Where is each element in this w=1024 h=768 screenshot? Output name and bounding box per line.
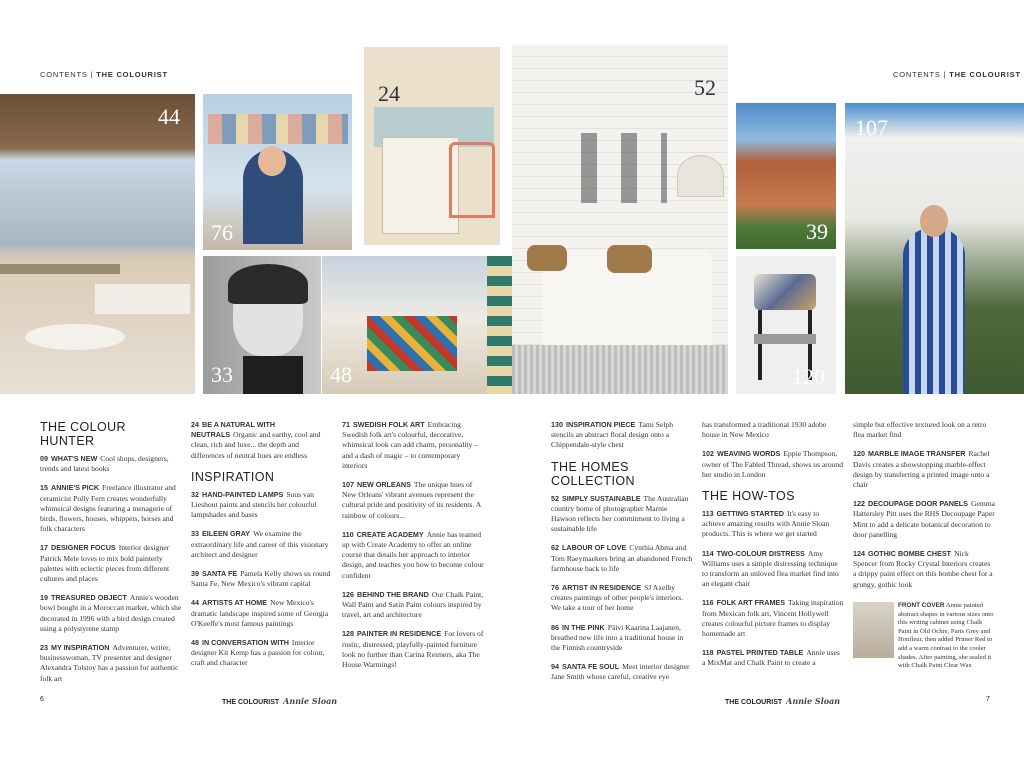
toc-entry[interactable]: 15 ANNIE'S PICK Freelance illustrator and ceramicist Polly Fern creates wonderfully whimsical designs featuring a menagerie of birds, flowers, houses, whippets, horses and folk characters — [40, 483, 176, 534]
page-number-label: 39 — [806, 219, 828, 244]
toc-entry[interactable]: 102 WEAVING WORDS Eppie Thompson, owner of The Fabled Thread, shows us around her studio in London — [702, 449, 844, 479]
toc-entry[interactable]: 62 LABOUR OF LOVE Cynthia Abma and Tom Raeymaekers bring an abandoned French farmhouse back to life — [551, 543, 693, 573]
photo-desert-bedroom[interactable] — [0, 94, 195, 394]
entry-continuation: has transformed a traditional 1930 adobe house in New Mexico — [702, 420, 827, 440]
toc-entry[interactable]: 114 TWO-COLOUR DISTRESS Amy Williams uses a simple distressing technique to transform an unloved flea market find into an elegant chair — [702, 548, 839, 589]
toc-column-2 — [191, 420, 333, 678]
toc-entry[interactable]: 39 SANTA FE Pamela Kelly shows us round Santa Fe, New Mexico's vibrant capital — [191, 569, 331, 589]
toc-entry[interactable]: 130 INSPIRATION PIECE Tami Selph stencils an abstract floral design onto a Chippendale-style chest — [551, 420, 674, 450]
toc-entry[interactable]: 17 DESIGNER FOCUS Interior designer Patrick Mele loves to mix bold painterly palettes with eclectic pieces from different cultures and places — [40, 543, 170, 584]
toc-column-5 — [702, 420, 844, 678]
right-page-number: 7 — [986, 696, 990, 703]
photo-kit-kemp-interior[interactable] — [322, 256, 512, 394]
toc-column-4 — [551, 420, 693, 692]
page-number-label: 24 — [378, 81, 400, 106]
section-heading: THE HOW-TOS — [702, 489, 795, 504]
toc-entry[interactable]: 33 EILEEN GRAY We examine the extraordinary life and career of this visionary architect and designer — [191, 529, 329, 559]
toc-entry[interactable]: 71 SWEDISH FOLK ART Embracing Swedish folk art's colourful, decorative, whimsical look can add charm, personality – and a dash of magic – to contemporary interiors — [342, 420, 479, 470]
toc-entry[interactable]: 24 BE A NATURAL WITH NEUTRALS Organic and earthy, cool and clean, rich and luxe... the depth and differences of neutral hues are endless — [191, 420, 321, 460]
toc-entry[interactable]: 118 PASTEL PRINTED TABLE Annie uses a MixMat and Chalk Paint to create a — [702, 648, 840, 668]
front-cover-caption: FRONT COVER Annie painted abstract shapes in various sizes onto this writing cabinet using Chalk Paint in Old Ochre, Paris Grey and Honfleur, then added Primer Red to add a warm contrast to the cooler shades. After painting, she sealed it with Chalk Paint Clear Wax — [898, 602, 994, 670]
toc-column-3 — [342, 420, 484, 679]
toc-entry[interactable]: 110 CREATE ACADEMY Annie has teamed up with Create Academy to offer an online course that details her approach to interior design, and teaches you how to become colour confident — [342, 529, 484, 580]
photo-eileen-gray-portrait[interactable] — [203, 256, 321, 394]
annie-sloan-signature: Annie Sloan — [786, 696, 841, 706]
toc-entry[interactable]: 116 FOLK ART FRAMES Taking inspiration from Mexican folk art, Vincent Hollywell creates colourful picture frames to display homemade art — [702, 598, 844, 639]
toc-entry[interactable]: 126 BEHIND THE BRAND Our Chalk Paint, Wall Paint and Satin Paint colours inspired by travel, art and architecture — [342, 589, 484, 620]
photo-polly-fern[interactable] — [203, 94, 352, 250]
toc-entry[interactable]: 76 ARTIST IN RESIDENCE SJ Axelby creates paintings of other people's interiors. We take a tour of her home — [551, 583, 684, 613]
toc-entry[interactable]: 122 DECOUPAGE DOOR PANELS Gemma Hattersley Pitt uses the RHS Decoupage Paper Mint to add a delicate botanical decoration to door panelling — [853, 499, 996, 539]
photo-white-living-room[interactable] — [512, 45, 728, 394]
page-number-label: 120 — [792, 364, 825, 389]
left-running-header: CONTENTS | THE COLOURIST — [40, 70, 168, 79]
cover-thumbnail[interactable] — [853, 602, 894, 658]
toc-entry[interactable]: 09 WHAT'S NEW Cool shops, designers, trends and latest books — [40, 454, 169, 474]
photo-new-orleans-woman[interactable] — [845, 103, 1024, 394]
toc-column-1 — [40, 420, 182, 693]
toc-entry[interactable]: 86 IN THE PINK Päivi Kaarina Laajanen, breathed new life into a traditional house in the Finnish countryside — [551, 622, 684, 653]
toc-entry[interactable]: 44 ARTISTS AT HOME New Mexico's dramatic landscape inspired some of Georgia O'Keeffe's most famous paintings — [191, 598, 329, 628]
page-number-label: 76 — [211, 220, 233, 245]
toc-entry[interactable]: 124 GOTHIC BOMBE CHEST Nick Spencer from Rocky Crystal Interiors creates a drippy paint effect on this bombe chest for a grungy, gothic look — [853, 549, 993, 589]
toc-entry[interactable]: 32 HAND-PAINTED LAMPS Suus van Lieshout paints and stencils her colourful lampshades and bases — [191, 489, 317, 520]
toc-entry[interactable]: 128 PAINTER IN RESIDENCE For lovers of rustic, distressed, playfully-painted furniture look no further than Carina Reimers, aka The House Warmings! — [342, 629, 484, 670]
page-number-label: 44 — [158, 104, 180, 129]
toc-entry[interactable]: 94 SANTA FE SOUL Meet interior designer Jane Smith whose careful, creative eye — [551, 662, 690, 682]
section-heading: THE HOMES COLLECTION — [551, 459, 635, 488]
toc-entry[interactable]: 52 SIMPLY SUSTAINABLE The Australian country home of photographer Marnie Hawson reflects her commitment to living a sustainable life — [551, 493, 689, 534]
toc-entry[interactable]: 107 NEW ORLEANS The unique hues of New Orleans' vibrant avenues represent the cultural pride and positivity of its residents. A rainbow of colours... — [342, 480, 481, 520]
toc-entry[interactable]: 48 IN CONVERSATION WITH Interior designer Kit Kemp has a passion for colour, craft and character — [191, 638, 325, 668]
page-number-label: 33 — [211, 362, 233, 387]
toc-entry[interactable]: 19 TREASURED OBJECT Annie's wooden bowl bought in a Moroccan market, which she decorated in 1996 with a bird design created using a polystyrene stamp — [40, 593, 182, 633]
section-heading: INSPIRATION — [191, 469, 275, 484]
annie-sloan-signature: Annie Sloan — [283, 696, 338, 706]
page-number-label: 107 — [855, 115, 888, 140]
page-number-label: 52 — [694, 75, 716, 100]
photo-santa-fe-adobe[interactable] — [736, 103, 836, 249]
toc-entry[interactable]: 113 GETTING STARTED It's easy to achieve amazing results with Annie Sloan products. This is where we get started — [702, 509, 830, 539]
right-running-header: CONTENTS | THE COLOURIST — [893, 70, 1021, 79]
photo-painted-dresser-illustration[interactable] — [364, 47, 500, 245]
toc-column-6 — [853, 420, 995, 599]
right-footer-brand: THE COLOURIST Annie Sloan — [725, 696, 841, 706]
toc-entry[interactable]: 120 MARBLE IMAGE TRANSFER Rachel Davis creates a showstopping marble-effect design by transferring a printed image onto a chair — [853, 449, 990, 490]
photo-marble-chair[interactable] — [736, 256, 836, 394]
page-number-label: 48 — [330, 362, 352, 387]
left-footer-brand: THE COLOURIST Annie Sloan — [222, 696, 338, 706]
toc-entry[interactable]: 23 MY INSPIRATION Adventurer, writer, businesswoman, TV presenter and designer Alexandra Tolstoy has a passion for authentic folk art — [40, 643, 179, 683]
left-page-number: 6 — [40, 696, 44, 703]
entry-continuation: simple but effective textured look on a retro flea market find — [853, 420, 987, 440]
section-heading: THE COLOUR HUNTER — [40, 420, 126, 448]
